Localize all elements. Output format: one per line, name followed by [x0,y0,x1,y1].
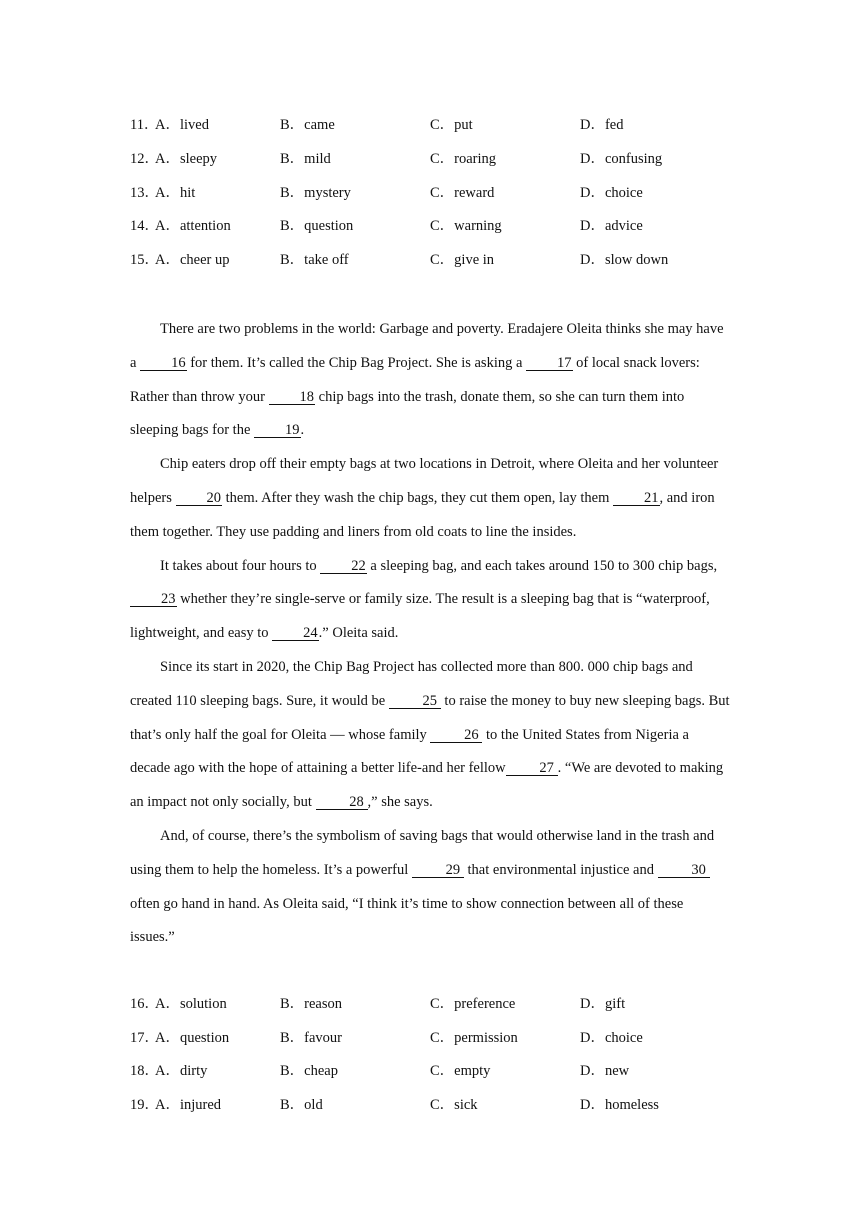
paragraph-1 [130,313,730,448]
option-c: C．permission [430,1030,518,1046]
passage-text: often go hand in hand. As Oleita said, “I think it’s time to show connection between all of these issues.” [130,895,684,946]
question-number: 11． [130,117,159,133]
option-a: A．injured [155,1097,222,1113]
option-a: A．cheer up [155,252,230,268]
option-a: A．attention [155,218,231,234]
option-d: D．new [580,1063,630,1079]
option-b: B．favour [280,1030,343,1046]
reading-passage [130,313,730,955]
option-c: C．reward [430,185,495,201]
question-number: 18． [130,1063,159,1079]
passage-text: that environmental injustice and [463,861,658,878]
paragraph-4 [130,651,730,820]
passage-text: ,” she says. [367,794,433,811]
blank-22: 22 [320,559,367,574]
option-c: C．roaring [430,151,497,167]
option-a: A．hit [155,185,196,201]
passage-text: for them. It’s called the Chip Bag Project. She is asking a [186,354,527,371]
option-b: B．question [280,218,354,234]
passage-text: Since its start in 2020, the Chip Bag Project has collected more than 800. 000 chip bags and created 110 sleeping bags. Sure, it would be [130,658,693,709]
option-b: B．came [280,117,335,133]
option-d: D．gift [580,996,626,1012]
passage-text: whether they’re single-serve or family size. The result is a sleeping bag that is “waterproof, lightweight, and easy to [130,591,710,642]
blank-17: 17 [526,356,573,371]
option-c: C．warning [430,218,502,234]
question-number: 13． [130,185,159,201]
question-number: 15． [130,252,159,268]
option-c: C．sick [430,1097,478,1113]
passage-text: of local snack lovers: Rather than throw your [130,354,700,405]
option-a: A．sleepy [155,151,218,167]
blank-30: 30 [658,863,710,878]
option-d: D．confusing [580,151,663,167]
option-a: A．solution [155,996,227,1012]
option-a: A．dirty [155,1063,208,1079]
passage-text: . [300,422,305,439]
passage-text: to the United States from Nigeria a decade ago with the hope of attaining a better life-and her fellow [130,726,689,777]
passage-text: And, of course, there’s the symbolism of saving bags that would otherwise land in the trash and using them to help the homeless. It’s a powerful [130,827,715,878]
paragraph-3 [130,550,730,651]
option-b: B．cheap [280,1063,338,1079]
question-number: 16． [130,996,159,1012]
blank-26: 26 [430,728,482,743]
option-d: D．advice [580,218,643,234]
question-number: 14． [130,218,159,234]
option-a: A．question [155,1030,230,1046]
option-b: B．old [280,1097,323,1113]
passage-text: It takes about four hours to [160,557,321,574]
passage-text: .” Oleita said. [318,625,399,642]
blank-24: 24 [272,626,319,641]
blank-19: 19 [254,423,301,438]
option-c: C．preference [430,996,516,1012]
question-number: 19． [130,1097,159,1113]
passage-text: , and iron them together. They use padding and liners from old coats to line the insides. [130,489,715,540]
option-d: D．choice [580,1030,643,1046]
blank-20: 20 [176,491,223,506]
option-b: B．mystery [280,185,351,201]
blank-29: 29 [412,863,464,878]
option-d: D．choice [580,185,643,201]
option-a: A．lived [155,117,209,133]
blank-23: 23 [130,592,177,607]
blank-27: 27 [506,761,558,776]
option-d: D．fed [580,117,624,133]
option-d: D．homeless [580,1097,659,1113]
passage-text: There are two problems in the world: Garbage and poverty. Eradajere Oleita thinks she may have a [130,321,724,371]
option-b: B．take off [280,252,349,268]
question-number: 12． [130,151,159,167]
option-c: C．put [430,117,473,133]
paragraph-5 [130,820,730,955]
passage-text: a sleeping bag, and each takes around 150 to 300 chip bags, [366,557,718,574]
blank-25: 25 [389,694,441,709]
blank-16: 16 [140,356,187,371]
option-b: B．reason [280,996,343,1012]
blank-18: 18 [269,390,316,405]
option-b: B．mild [280,151,331,167]
passage-text: Chip eaters drop off their empty bags at two locations in Detroit, where Oleita and her volunteer helpers [130,456,719,506]
question-number: 17． [130,1030,159,1046]
option-d: D．slow down [580,252,669,268]
paragraph-2 [130,448,730,549]
passage-text: to raise the money to buy new sleeping bags. But that’s only half the goal for Oleita — whose family [130,692,730,743]
passage-text: . “We are devoted to making an impact not only socially, but [130,760,724,811]
passage-text: chip bags into the trash, donate them, so she can turn them into sleeping bags for the [130,388,685,439]
blank-28: 28 [316,795,368,810]
option-c: C．empty [430,1063,491,1079]
option-c: C．give in [430,252,495,268]
passage-text: them. After they wash the chip bags, they cut them open, lay them [222,489,613,506]
blank-21: 21 [613,491,660,506]
